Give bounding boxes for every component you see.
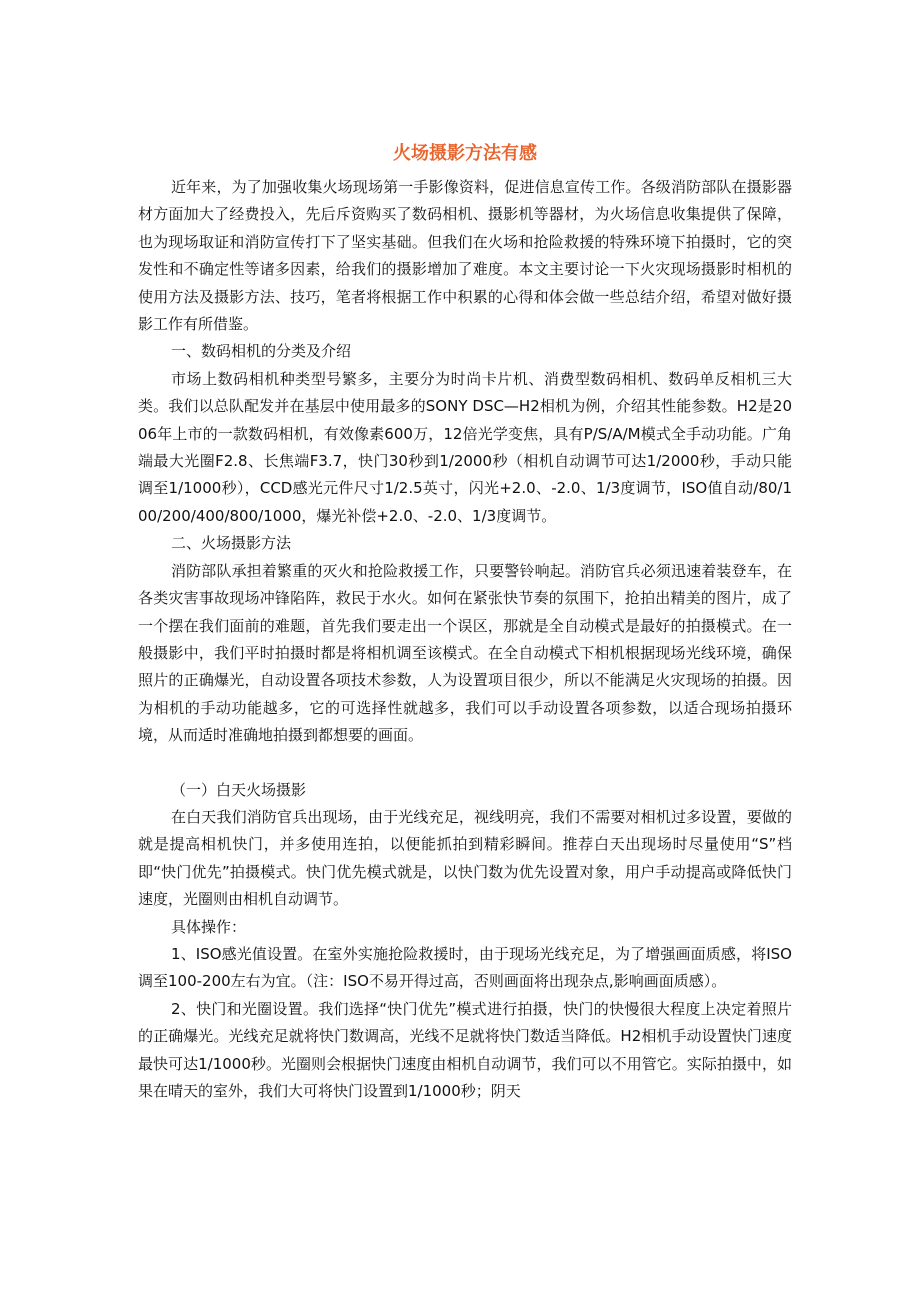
document-title: 火场摄影方法有感 [393, 143, 537, 164]
subsection-heading-daytime: （一）白天火场摄影 [171, 780, 307, 799]
paragraph-steps-label: 具体操作： [171, 917, 247, 936]
section-heading-camera-types: 一、数码相机的分类及介绍 [171, 342, 352, 361]
paragraph-spacer [138, 750, 792, 777]
paragraph-intro: 近年来，为了加强收集火场现场第一手影像资料，促进信息宣传工作。各级消防部队在摄影器材方面加大了经费投入，先后斥资购买了数码相机、摄影机等器材，为火场信息收集提供了保障，也为现场取证和消防宣传打下了坚实基础。但我们在火场和抢险救援的特殊环境下拍摄时，它的突发性和不确定性等诸多因素，给我们的摄影增加了难度。本文主要讨论一下火灾现场摄影时相机的使用方法及摄影方法、技巧，笔者将根据工作中积累的心得和体会做一些总结介绍，希望对做好摄影工作有所借鉴。 [138, 178, 792, 334]
paragraph-step-shutter: 2、快门和光圈设置。我们选择“快门优先”模式进行拍摄，快门的快慢很大程度上决定着照片的正确爆光。光线充足就将快门数调高，光线不足就将快门数适当降低。H2相机手动设置快门速度最快可达1/1000秒。光圈则会根据快门速度由相机自动调节，我们可以不用管它。实际拍摄中，如果在晴天的室外，我们大可将快门设置到1/1000秒；阴天 [138, 999, 792, 1100]
section-heading-fire-photography: 二、火场摄影方法 [171, 534, 292, 553]
paragraph-fire-photography: 消防部队承担着繁重的灭火和抢险救援工作，只要警铃响起。消防官兵必须迅速着装登车，在各类灾害事故现场冲锋陷阵，救民于水火。如何在紧张快节奏的氛围下，抢拍出精美的图片，成了一个摆在我们面前的难题，首先我们要走出一个误区，那就是全自动模式是最好的拍摄模式。在一般摄影中，我们平时拍摄时都是将相机调至该模式。在全自动模式下相机根据现场光线环境，确保照片的正确爆光，自动设置各项技术参数，人为设置项目很少，所以不能满足火灾现场的拍摄。因为相机的手动功能越多，它的可选择性就越多，我们可以手动设置各项参数，以适合现场拍摄环境，从而适时准确地拍摄到都想要的画面。 [138, 561, 792, 745]
paragraph-daytime: 在白天我们消防官兵出现场，由于光线充足，视线明亮，我们不需要对相机过多设置，要做的就是提高相机快门，并多使用连拍，以便能抓拍到精彩瞬间。推荐白天出现场时尽量使用“S”档即“快门优先”拍摄模式。快门优先模式就是，以快门数为优先设置对象，用户手动提高或降低快门速度，光圈则由相机自动调节。 [138, 807, 792, 909]
paragraph-step-iso: 1、ISO感光值设置。在室外实施抢险救援时，由于现场光线充足，为了增强画面质感，将ISO调至100-200左右为宜。（注：ISO不易开得过高，否则画面将出现杂点,影响画面质感）。 [138, 944, 792, 991]
paragraph-camera-specs: 市场上数码相机种类型号繁多，主要分为时尚卡片机、消费型数码相机、数码单反相机三大类。我们以总队配发并在基层中使用最多的SONY DSC—H2相机为例，介绍其性能参数。H2是2006年上市的一款数码相机，有效像素600万，12倍光学变焦，具有P/S/A/M模式全手动功能。广角端最大光圈F2.8、长焦端F3.7，快门30秒到1/2000秒（相机自动调节可达1/2000秒，手动只能调至1/1000秒），CCD感光元件尺寸1/2.5英寸，闪光+2.0、-2.0、1/3度调节，ISO值自动/80/100/200/400/800/1000，爆光补偿+2.0、-2.0、1/3度调节。 [138, 369, 792, 525]
